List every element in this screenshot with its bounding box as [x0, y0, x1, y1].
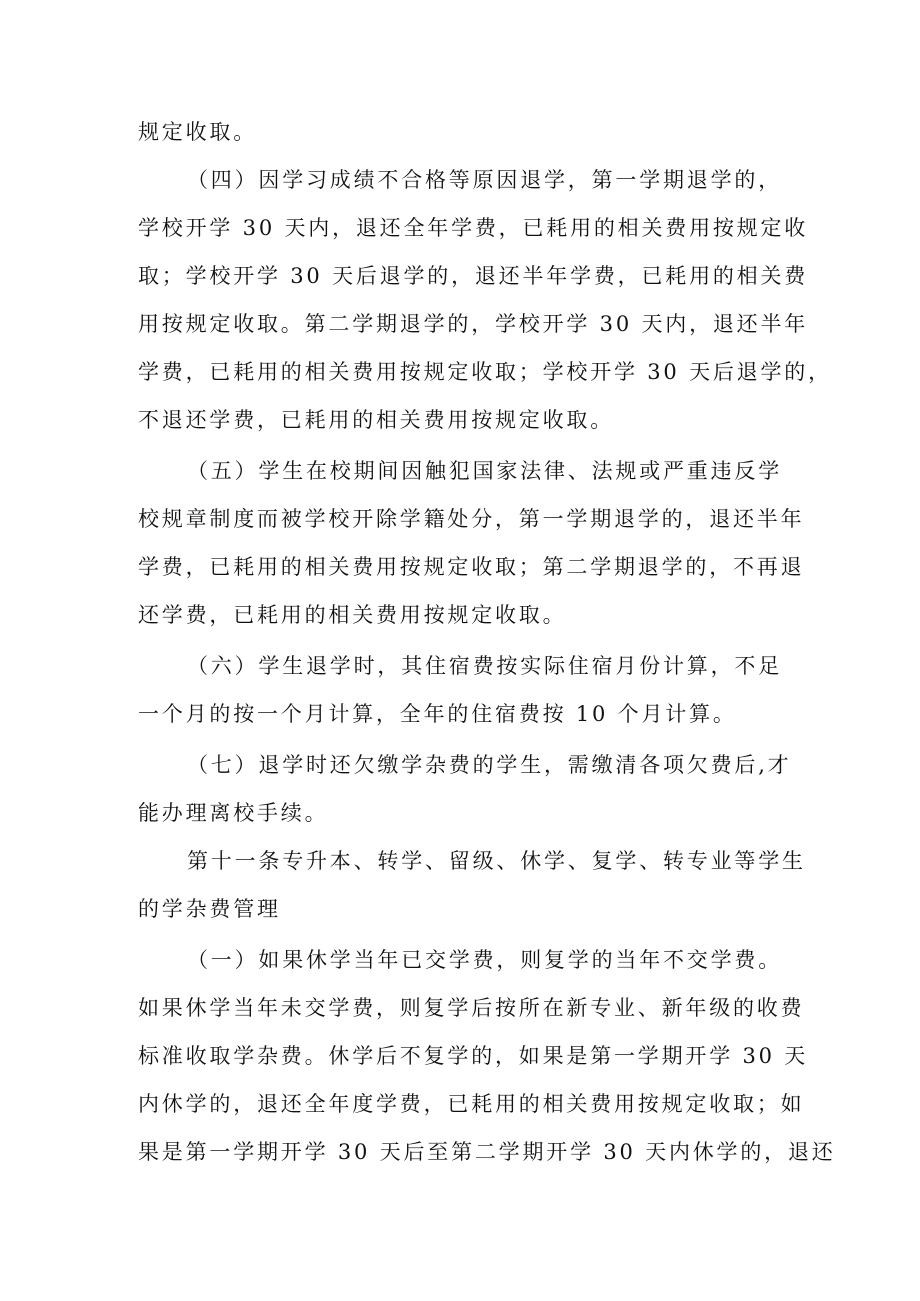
text-line: 学费，已耗用的相关费用按规定收取；学校开学 30 天后退学的， — [138, 360, 832, 384]
text-line: 如果休学当年未交学费，则复学后按所在新专业、新年级的收费 — [138, 996, 805, 1020]
paragraph-one-first-line: （一）如果休学当年已交学费，则复学的当年不交学费。 — [187, 948, 782, 972]
text-line: 校规章制度而被学校开除学籍处分，第一学期退学的，退还半年 — [138, 507, 805, 531]
text-line: 的学杂费管理 — [138, 897, 281, 921]
text-line: 还学费，已耗用的相关费用按规定收取。 — [138, 603, 567, 627]
text-line: 能办理离校手续。 — [138, 801, 329, 825]
text-line: 用按规定收取。第二学期退学的，学校开学 30 天内，退还半年 — [138, 312, 809, 336]
paragraph-six-first-line: （六）学生退学时，其住宿费按实际住宿月份计算，不足 — [187, 654, 782, 678]
text-line: 果是第一学期开学 30 天后至第二学期开学 30 天内休学的，退还 — [138, 1140, 836, 1164]
text-line: 规定收取。 — [138, 120, 257, 144]
text-line: 学费，已耗用的相关费用按规定收取；第二学期退学的，不再退 — [138, 555, 805, 579]
text-line: 不退还学费，已耗用的相关费用按规定收取。 — [138, 408, 614, 432]
text-line: 学校开学 30 天内，退还全年学费，已耗用的相关费用按规定收 — [138, 216, 809, 240]
paragraph-four-first-line: （四）因学习成绩不合格等原因退学，第一学期退学的， — [187, 168, 782, 192]
text-line: 取；学校开学 30 天后退学的，退还半年学费，已耗用的相关费 — [138, 264, 809, 288]
text-line: 标准收取学杂费。休学后不复学的，如果是第一学期开学 30 天 — [138, 1044, 809, 1068]
text-line: 一个月的按一个月计算，全年的住宿费按 10 个月计算。 — [138, 702, 737, 726]
text-line: 内休学的，退还全年度学费，已耗用的相关费用按规定收取；如 — [138, 1092, 805, 1116]
paragraph-five-first-line: （五）学生在校期间因触犯国家法律、法规或严重违反学 — [187, 459, 782, 483]
paragraph-seven-first-line: （七）退学时还欠缴学杂费的学生，需缴清各项欠费后,才 — [187, 753, 792, 777]
article-eleven-heading: 第十一条专升本、转学、留级、休学、复学、转专业等学生 — [187, 849, 806, 873]
